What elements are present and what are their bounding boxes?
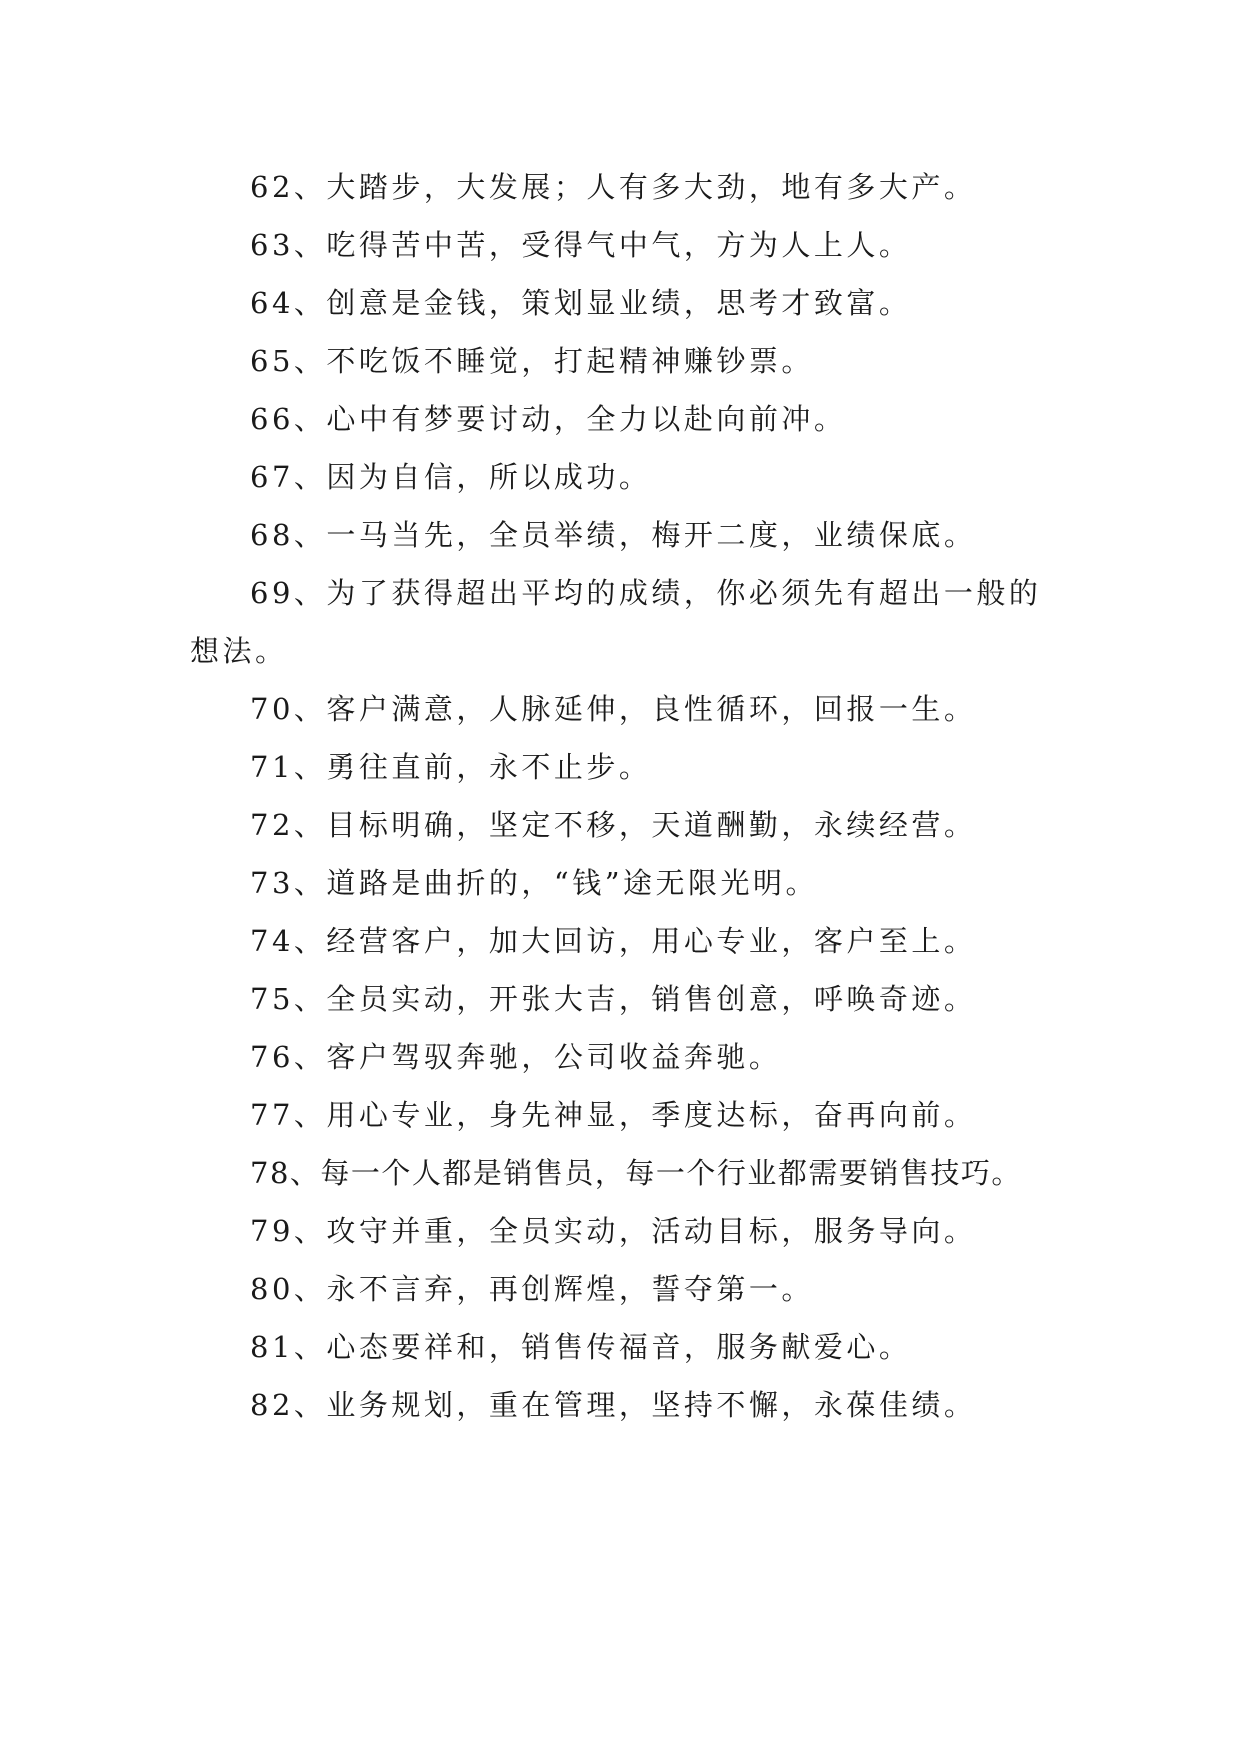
slogan-71: 71、勇往直前，永不止步。 (250, 750, 652, 784)
slogan-67: 67、因为自信，所以成功。 (250, 460, 652, 494)
slogan-73: 73、道路是曲折的，“钱”途无限光明。 (250, 866, 819, 900)
slogan-63: 63、吃得苦中苦，受得气中气，方为人上人。 (250, 228, 912, 262)
slogan-75: 75、全员实动，开张大吉，销售创意，呼唤奇迹。 (250, 982, 977, 1016)
slogan-77: 77、用心专业，身先神显，季度达标，奋再向前。 (250, 1098, 977, 1132)
slogan-80: 80、永不言弃，再创辉煌，誓夺第一。 (250, 1272, 814, 1306)
document-body (190, 158, 1070, 1434)
slogan-66: 66、心中有梦要讨动，全力以赴向前冲。 (250, 402, 847, 436)
slogan-65: 65、不吃饭不睡觉，打起精神赚钞票。 (250, 344, 814, 378)
slogan-81: 81、心态要祥和，销售传福音，服务献爱心。 (250, 1330, 912, 1364)
slogan-70: 70、客户满意，人脉延伸，良性循环，回报一生。 (250, 692, 977, 726)
slogan-74: 74、经营客户，加大回访，用心专业，客户至上。 (250, 924, 977, 958)
slogan-68: 68、一马当先，全员举绩，梅开二度，业绩保底。 (250, 518, 977, 552)
slogan-64: 64、创意是金钱，策划显业绩，思考才致富。 (250, 286, 912, 320)
slogan-69-line-2: 想法。 (190, 634, 288, 668)
slogan-76: 76、客户驾驭奔驰，公司收益奔驰。 (250, 1040, 782, 1074)
slogan-62: 62、大踏步，大发展；人有多大劲，地有多大产。 (250, 170, 977, 204)
slogan-69-line-1: 69、为了获得超出平均的成绩，你必须先有超出一般的 (250, 576, 1042, 610)
slogan-79: 79、攻守并重，全员实动，活动目标，服务导向。 (250, 1214, 977, 1248)
slogan-72: 72、目标明确，坚定不移，天道酬勤，永续经营。 (250, 808, 977, 842)
slogan-82: 82、业务规划，重在管理，坚持不懈，永葆佳绩。 (250, 1388, 977, 1422)
slogan-78: 78、每一个人都是销售员，每一个行业都需要销售技巧。 (250, 1156, 1022, 1190)
